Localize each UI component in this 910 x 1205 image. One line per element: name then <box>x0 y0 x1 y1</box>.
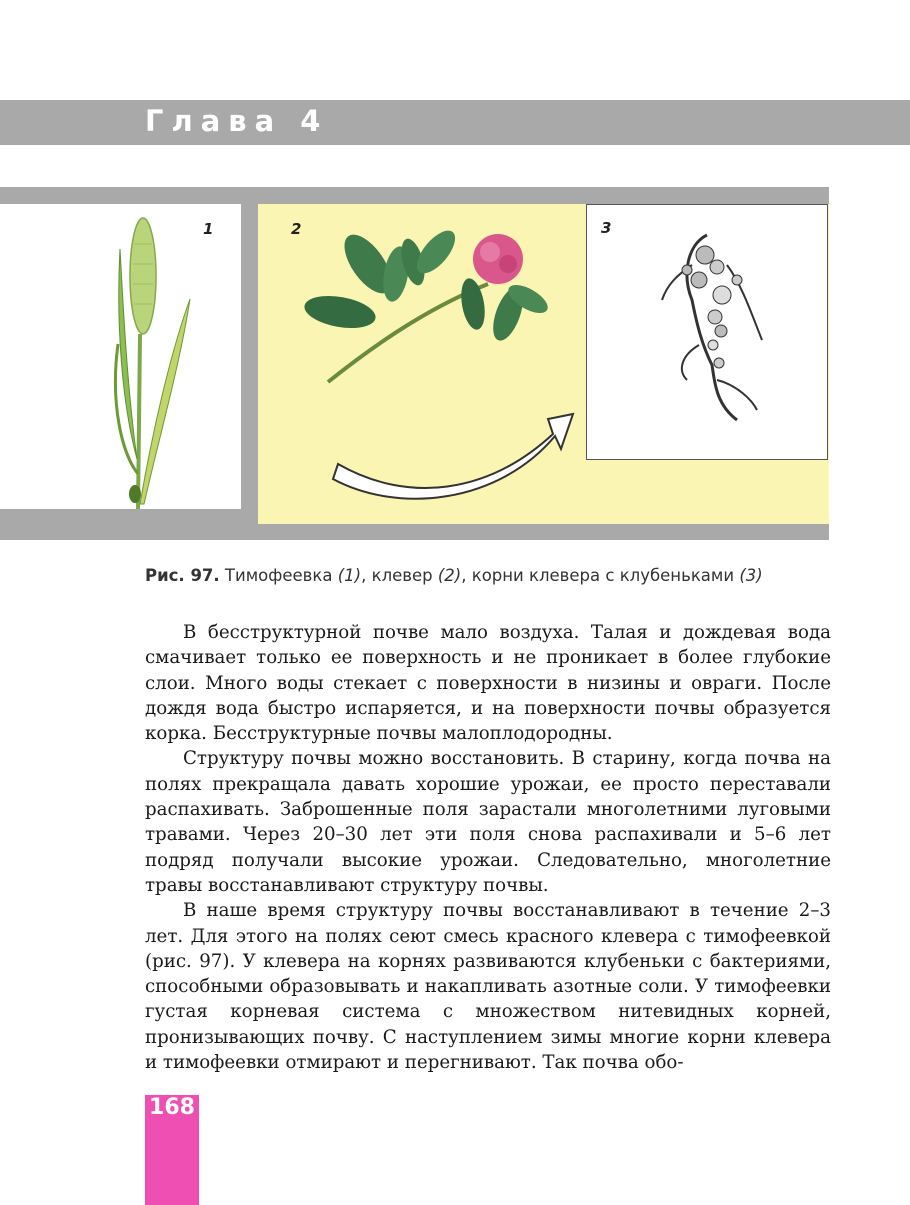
caption-marker: (2) <box>437 566 462 585</box>
figure-panel-roots <box>586 204 828 460</box>
figure-caption <box>145 566 763 585</box>
caption-text: , корни клевера с клубеньками <box>461 566 740 585</box>
figure-panel-timothy <box>0 204 241 509</box>
caption-marker: (3) <box>739 566 763 585</box>
panel-number-2: 2 <box>291 220 302 238</box>
timothy-grass-illustration <box>0 204 241 509</box>
caption-label: Рис. 97. <box>145 566 220 585</box>
paragraph: В наше время структуру почвы восстанавливают в течение 2–3 лет. Для этого на полях сеют смесь красного клевера с тимофеевкой (рис. 97). У клевера на корнях развиваются клубеньки с бактериями, способными образовывать и накапливать азотные соли. У тимофеевки густая корневая система с множеством нитевидных корней, пронизывающих почву. С наступлением зимы многие корни клевера и тимофеевки отмирают и перегнивают. Так почва обо- <box>145 900 831 1074</box>
caption-marker: (1) <box>337 566 362 585</box>
clover-roots-illustration <box>587 205 827 459</box>
caption-text: , клевер <box>361 566 438 585</box>
page-number-tab <box>145 1095 199 1205</box>
panel-number-1: 1 <box>203 220 214 238</box>
chapter-title: Глава 4 <box>145 104 329 138</box>
caption-text: Тимофеевка <box>219 566 338 585</box>
arrow-graphic <box>333 414 573 499</box>
panel-number-3: 3 <box>601 219 612 237</box>
body-text <box>145 620 831 1075</box>
paragraph: Структуру почвы можно восстановить. В старину, когда почва на полях прекращала давать хорошие урожаи, ее просто переставали распахивать. Заброшенные поля зарастали многолетними луговыми травами. Через 20–30 лет эти поля снова распахивали и 5–6 лет подряд получали высокие урожаи. Следовательно, многолетние травы восстанавливают структуру почвы. <box>145 748 831 896</box>
paragraph: В бесструктурной почве мало воздуха. Талая и дождевая вода смачивает только ее поверхность и не проникает в более глубокие слои. Много воды стекает с поверхности в низины и овраги. После дождя вода быстро испаряется, и на поверхности почвы образуется корка. Бесструктурные почвы малоплодородны. <box>145 622 831 745</box>
page-number: 168 <box>149 1095 195 1120</box>
chapter-header-band <box>0 100 910 145</box>
